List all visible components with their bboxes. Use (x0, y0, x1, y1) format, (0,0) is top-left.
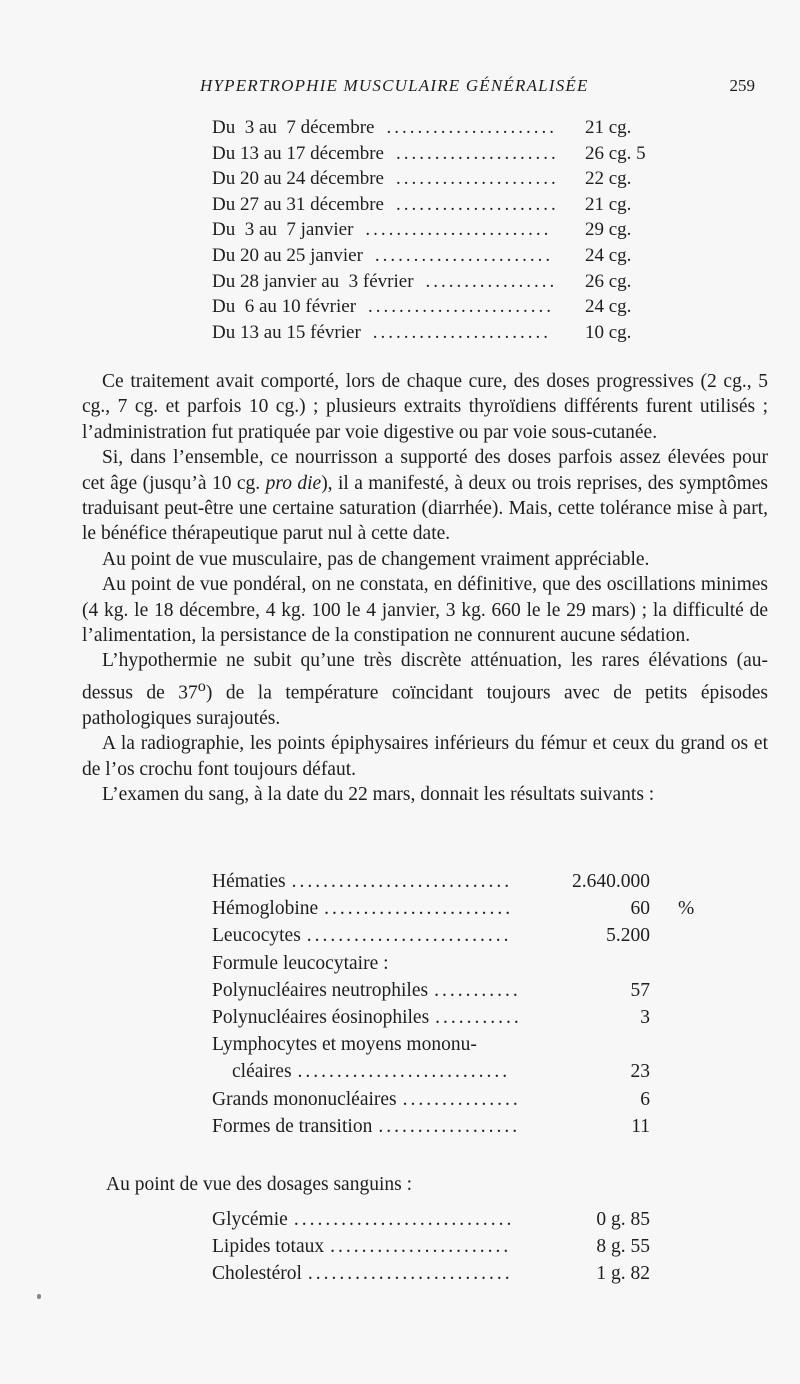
row-value: 5.200 (606, 925, 650, 947)
dose-period: Du 20 au 25 janvier (212, 244, 363, 266)
paragraph: Au point de vue musculaire, pas de changement vraiment appréciable. (102, 548, 650, 570)
dose-value: 26 cg. 5 (585, 142, 646, 164)
row-value: 2.640.000 (572, 871, 650, 892)
dose-period: Du 3 au 7 décembre (212, 117, 375, 138)
dose-row (212, 115, 672, 141)
row-label: Cholestérol (212, 1263, 302, 1285)
paragraph: L’hypothermie ne subit qu’une très discrète atténuation, les rares élévations (au-dessus de 37$^o$) de la température coïncidant toujours avec de petits épisodes pathologiques surajoutés. (82, 650, 768, 729)
dose-value: 24 cg. (585, 244, 632, 266)
leader-dots: ...................... (386, 117, 557, 138)
row-label: Grands mononucléaires (212, 1088, 397, 1110)
dose-value: 29 cg. (585, 219, 632, 241)
dose-row (212, 320, 672, 346)
row-label: Formule leucocytaire : (212, 952, 389, 974)
dose-value: 26 cg. (585, 270, 632, 292)
row-label: Polynucléaires neutrophiles (212, 979, 429, 1001)
table-row (212, 1260, 682, 1287)
running-title: HYPERTROPHIE MUSCULAIRE GÉNÉRALISÉE (200, 76, 589, 95)
table-row (212, 950, 682, 977)
paragraph: A la radiographie, les points épiphysaires inférieurs du fémur et ceux du grand os et de l’os crochu font toujours défaut. (82, 733, 768, 780)
dosages-table (212, 1206, 682, 1288)
leader-dots: ........................ (368, 296, 555, 318)
page-header (200, 76, 755, 100)
degree-superscript: o (197, 676, 206, 695)
leader-dots: ................. (425, 270, 558, 292)
leader-dots: ........................... (297, 1061, 511, 1083)
row-label: Lipides totaux (212, 1236, 325, 1258)
dose-value: 21 cg. (585, 193, 632, 215)
row-value: 0 g. 85 (596, 1209, 650, 1230)
leader-dots: .......................... (307, 1263, 513, 1285)
row-label: Polynucléaires éosinophiles (212, 1006, 430, 1028)
dose-row (212, 217, 672, 243)
dose-row (212, 243, 672, 269)
blood-exam-table (212, 868, 695, 1140)
leader-dots: ....................... (374, 244, 554, 266)
row-unit: % (678, 898, 695, 920)
body-text (82, 369, 768, 807)
dose-period: Du 6 au 10 février (212, 296, 357, 318)
table-row (212, 1206, 682, 1233)
row-value: 1 g. 82 (596, 1263, 650, 1285)
paragraph: Au point de vue pondéral, on ne constata, en définitive, que des oscillations minimes (4 kg. le 18 décembre, 4 kg. 100 le 4 janvier, 3 kg. 660 le le 29 mars) ; la difficulté de l’alimentation, la persistance de la constipation ne connurent aucune sédation. (82, 574, 768, 647)
leader-dots: ........... (434, 979, 521, 1001)
dose-value: 22 cg. (585, 168, 632, 190)
table-row (212, 1086, 682, 1113)
table-row (212, 922, 682, 949)
dose-row (212, 269, 672, 295)
table-row (212, 868, 682, 895)
row-value: 3 (640, 1006, 650, 1028)
leader-dots: ........... (435, 1006, 522, 1028)
leader-dots: ............................ (291, 871, 513, 892)
dose-period: Du 13 au 15 février (212, 321, 361, 343)
row-value: 57 (630, 979, 650, 1001)
leader-dots: ....................... (330, 1236, 512, 1258)
row-label: cléaires (232, 1061, 292, 1083)
row-value: 6 (640, 1088, 650, 1110)
leader-dots: ..................... (396, 168, 559, 190)
dose-period: Du 20 au 24 décembre (212, 168, 384, 190)
paper-speck (37, 1294, 41, 1299)
dose-period: Du 27 au 31 décembre (212, 193, 384, 215)
dosages-intro: Au point de vue des dosages sanguins : (106, 1174, 413, 1195)
leader-dots: ............................ (293, 1209, 515, 1230)
dose-period: Du 28 janvier au 3 février (212, 270, 414, 292)
leader-dots: ..................... (396, 142, 559, 164)
row-value: 8 g. 55 (596, 1236, 650, 1258)
table-row (212, 1058, 682, 1085)
dose-table (212, 115, 672, 345)
dose-period: Du 3 au 7 janvier (212, 219, 354, 241)
dose-row (212, 294, 672, 320)
leader-dots: ........................ (324, 898, 514, 920)
table-row (212, 1113, 682, 1140)
row-value: 11 (631, 1115, 650, 1137)
table-row (212, 1233, 682, 1260)
table-row (212, 1004, 682, 1031)
leader-dots: ..................... (396, 193, 559, 215)
paragraph: Si, dans l’ensemble, ce nourrisson a supporté des doses parfois assez élevées pour cet âge (jusqu’à 10 cg. pro die), il a manifesté, à deux ou trois reprises, des symptômes traduisant peut-être une certaine saturation (diarrhée). Mais, cette tolérance mise à part, le bénéfice thérapeutique parut nul à cette date. (82, 447, 768, 545)
row-value: 60 (630, 898, 650, 920)
row-value: 23 (630, 1061, 650, 1083)
row-label: Glycémie (212, 1209, 288, 1230)
leader-dots: ........................ (365, 219, 552, 241)
row-label: Leucocytes (212, 925, 301, 947)
dose-period: Du 13 au 17 décembre (212, 142, 384, 164)
dose-value: 21 cg. (585, 117, 632, 138)
row-label: Formes de transition (212, 1115, 373, 1137)
leader-dots: ............... (402, 1088, 521, 1110)
italic-phrase: pro die (265, 472, 322, 494)
table-row (212, 977, 682, 1004)
leader-dots: .................. (378, 1115, 521, 1137)
table-row (212, 895, 695, 922)
page-number: 259 (729, 76, 755, 95)
row-label: Hémoglobine (212, 898, 319, 920)
row-label: Lymphocytes et moyens mononu- (212, 1034, 477, 1056)
row-label: Hématies (212, 871, 286, 892)
paragraph: L’examen du sang, à la date du 22 mars, donnait les résultats suivants : (102, 784, 655, 805)
paragraph: Ce traitement avait comporté, lors de chaque cure, des doses progressives (2 cg., 5 cg., 7 cg. et parfois 10 cg.) ; plusieurs extraits thyroïdiens différents furent utilisés ; l’administration fut pratiquée par voie digestive ou par voie sous-cutanée. (82, 371, 768, 443)
leader-dots: .......................... (306, 925, 512, 947)
dose-value: 24 cg. (585, 296, 632, 318)
table-row (212, 1031, 682, 1058)
dose-row (212, 166, 672, 192)
dose-row (212, 141, 672, 167)
dose-value: 10 cg. (585, 321, 632, 343)
dose-row (212, 192, 672, 218)
leader-dots: ....................... (372, 321, 552, 343)
